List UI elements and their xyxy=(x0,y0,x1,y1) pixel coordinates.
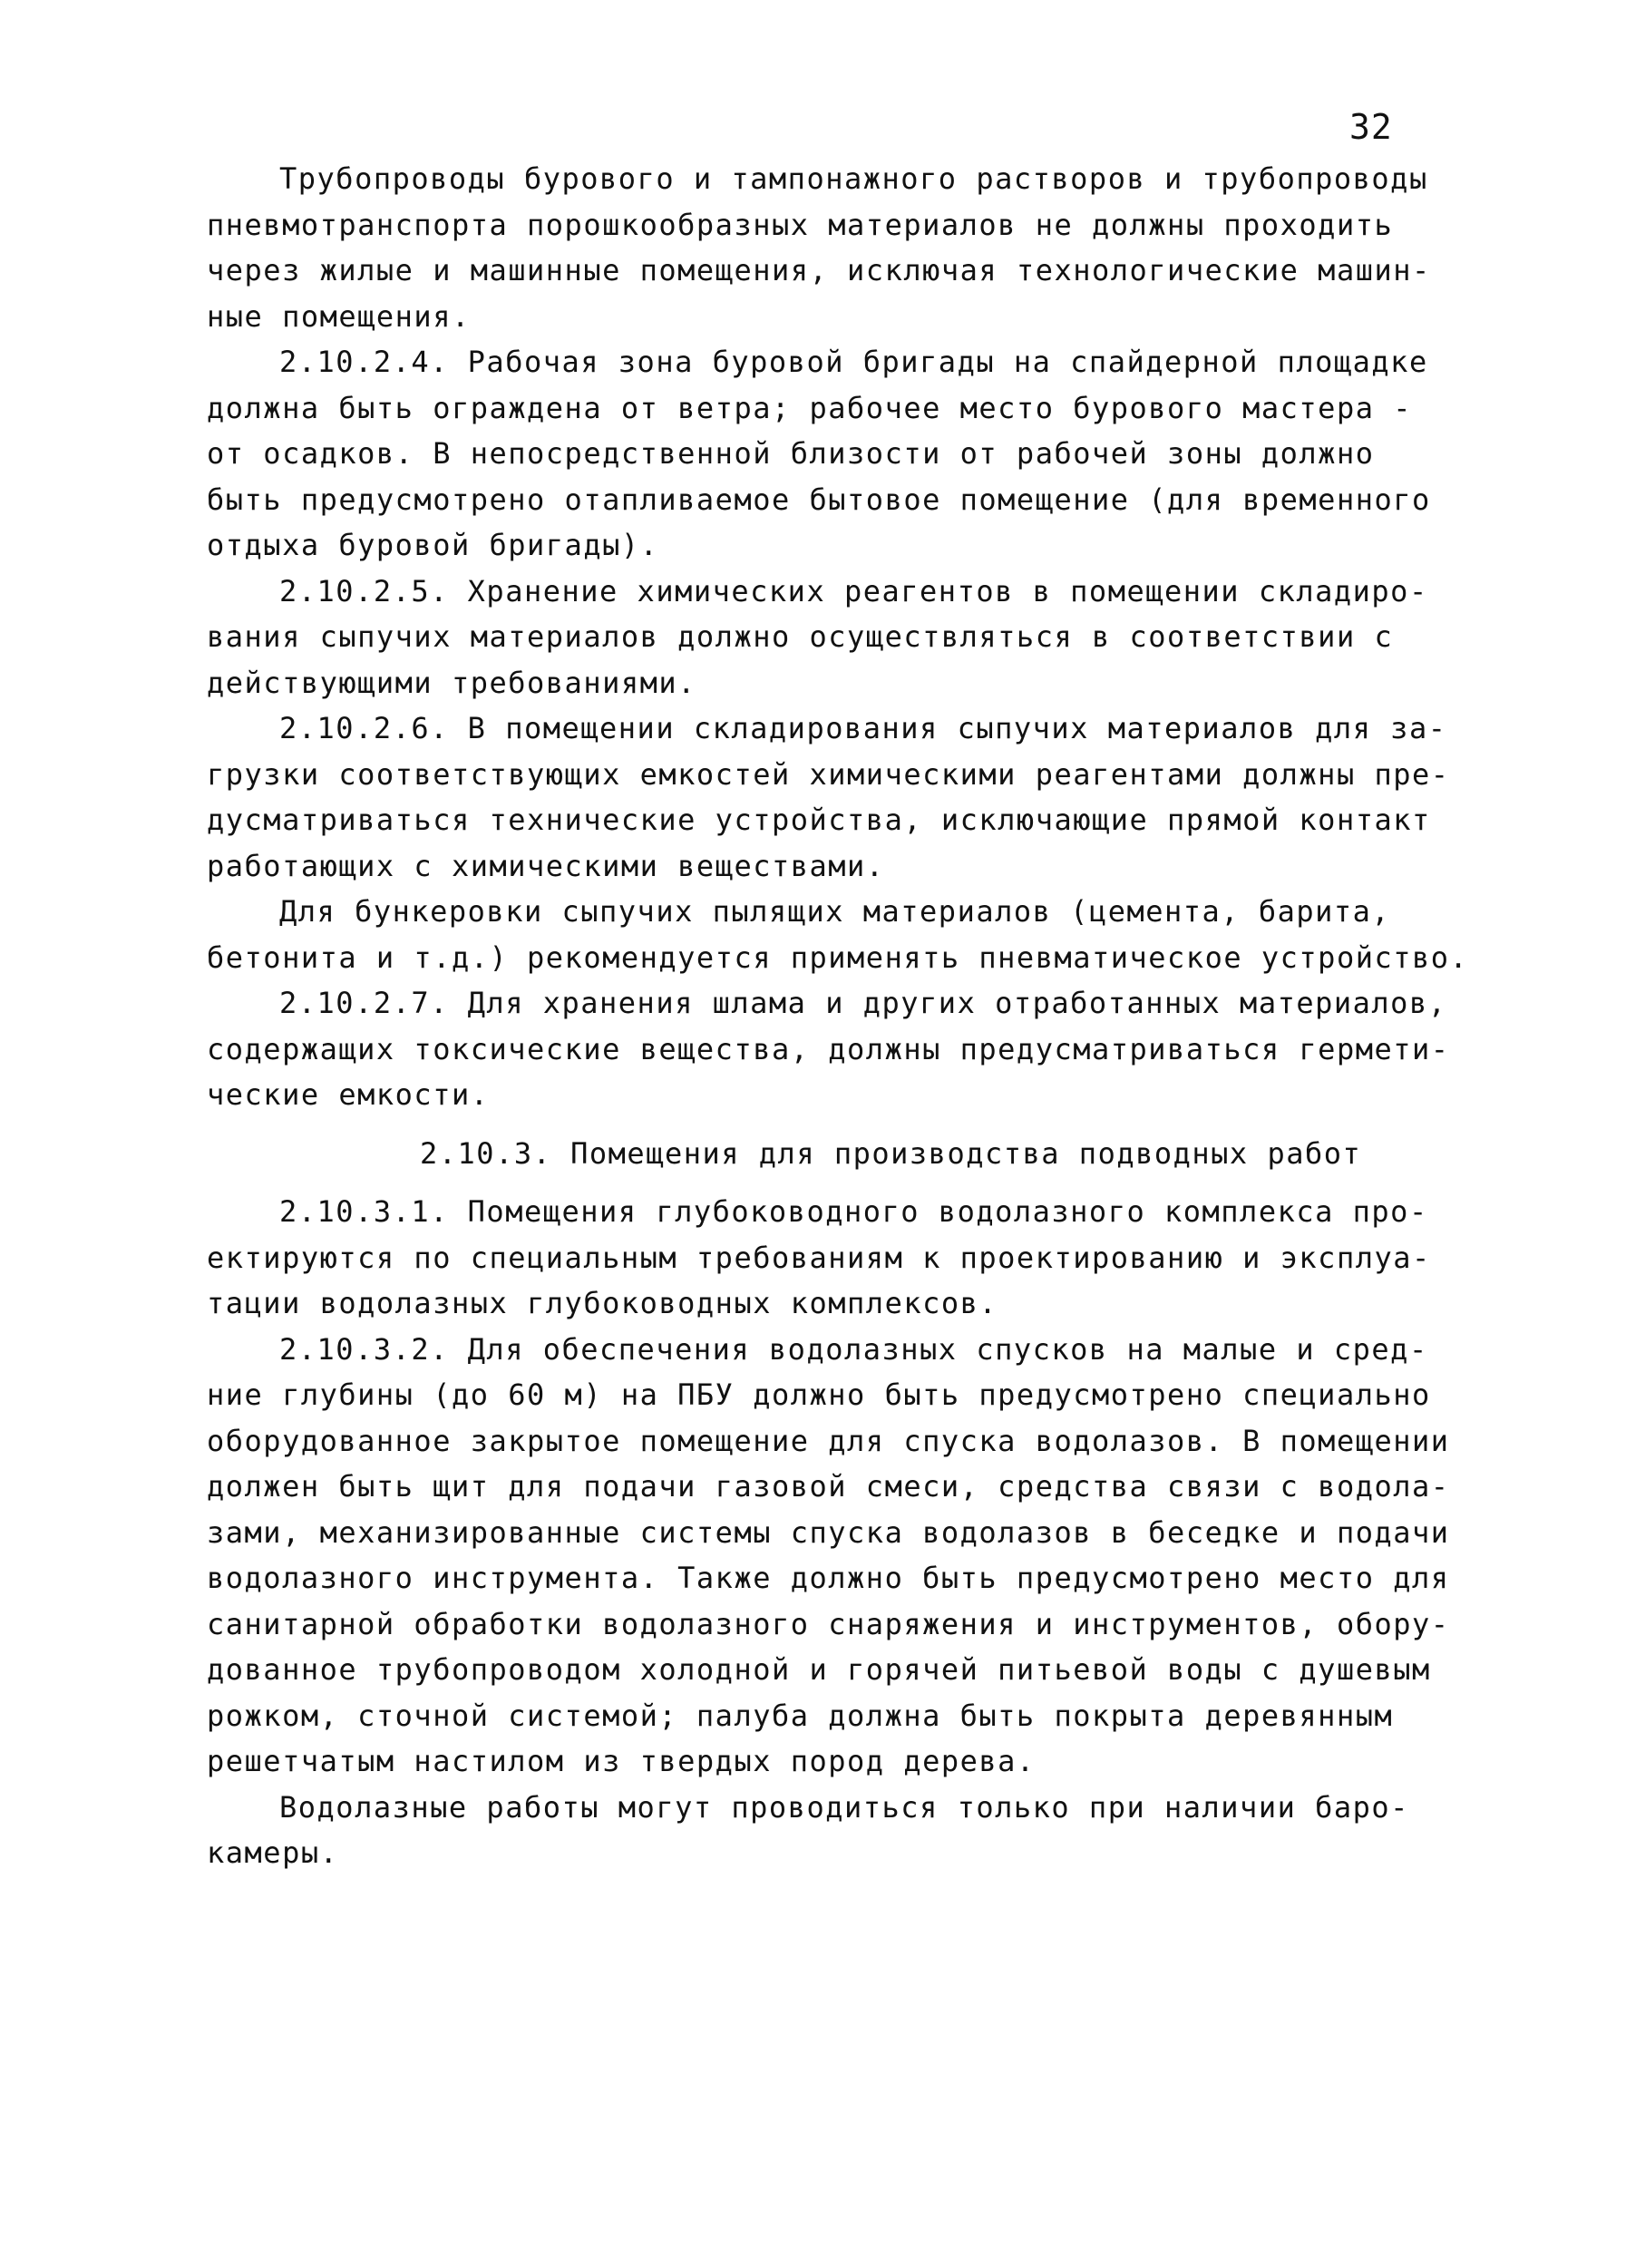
text-line: должен быть щит для подачи газовой смеси, средства связи с водола- xyxy=(207,1469,1450,1504)
text-line: водолазного инструмента. Также должно быть предусмотрено место для xyxy=(207,1561,1450,1595)
text-line: дусматриваться технические устройства, исключающие прямой контакт xyxy=(207,803,1431,837)
text-line: решетчатым настилом из твердых пород дерева. xyxy=(207,1744,1036,1778)
text-line: ние глубины (до 60 м) на ПБУ должно быть предусмотрено специально xyxy=(207,1377,1431,1412)
text-line: 2.10.2.5. Хранение химических реагентов в помещении складиро- xyxy=(279,573,1428,608)
text-line: камеры. xyxy=(207,1835,339,1870)
text-line: 2.10.3.2. Для обеспечения водолазных спусков на малые и сред- xyxy=(279,1331,1428,1367)
text-line: дованное трубопроводом холодной и горячей питьевой воды с душевым xyxy=(207,1652,1431,1687)
text-line: тации водолазных глубоководных комплексов. xyxy=(207,1286,998,1320)
text-line: 2.10.2.6. В помещении складирования сыпучих материалов для за- xyxy=(279,711,1447,745)
text-line: зами, механизированные системы спуска водолазов в беседке и подачи xyxy=(207,1514,1450,1550)
text-line: Для бункеровки сыпучих пылящих материалов (цемента, барита, xyxy=(279,894,1391,929)
text-line: 2.10.2.7. Для хранения шлама и других отработанных материалов, xyxy=(279,986,1447,1020)
text-line: ческие емкости. xyxy=(207,1077,490,1112)
text-line: вания сыпучих материалов должно осуществляться в соответствии с xyxy=(207,619,1394,654)
page-number: 32 xyxy=(1349,107,1393,147)
text-line: Водолазные работы могут проводиться только при наличии баро- xyxy=(279,1789,1409,1825)
text-line: 2.10.3.1. Помещения глубоководного водолазного комплекса про- xyxy=(279,1194,1428,1229)
text-line: через жилые и машинные помещения, исключая технологические машин- xyxy=(207,253,1431,287)
text-line: пневмотранспорта порошкообразных материалов не должны проходить xyxy=(207,207,1394,242)
text-line: рожком, сточной системой; палуба должна быть покрыта деревянным xyxy=(207,1698,1394,1733)
section-heading: 2.10.3. Помещения для производства подводных работ xyxy=(420,1135,1362,1171)
text-line: отдыха буровой бригады). xyxy=(207,528,659,562)
text-line: ектируются по специальным требованиям к проектированию и эксплуа- xyxy=(207,1240,1431,1275)
text-line: быть предусмотрено отапливаемое бытовое помещение (для временного xyxy=(207,482,1431,517)
text-line: содержащих токсические вещества, должны предусматриваться гермети- xyxy=(207,1031,1450,1066)
text-line: 2.10.2.4. Рабочая зона буровой бригады на спайдерной площадке xyxy=(279,345,1428,379)
text-line: от осадков. В непосредственной близости от рабочей зоны должно xyxy=(207,436,1375,471)
text-line: грузки соответствующих емкостей химическими реагентами должны пре- xyxy=(207,756,1450,792)
text-line: Трубопроводы бурового и тампонажного растворов и трубопроводы xyxy=(279,161,1428,196)
text-line: ные помещения. xyxy=(207,298,471,334)
text-line: бетонита и т.д.) рекомендуется применять пневматическое устройство. xyxy=(207,939,1469,975)
text-line: действующими требованиями. xyxy=(207,665,696,700)
text-line: оборудованное закрытое помещение для спуска водолазов. В помещении xyxy=(207,1423,1450,1458)
text-line: должна быть ограждена от ветра; рабочее место бурового мастера - xyxy=(207,390,1412,425)
text-line: работающих с химическими веществами. xyxy=(207,848,885,883)
body-text xyxy=(207,156,1467,1876)
text-line: санитарной обработки водолазного снаряжения и инструментов, обору- xyxy=(207,1606,1450,1641)
